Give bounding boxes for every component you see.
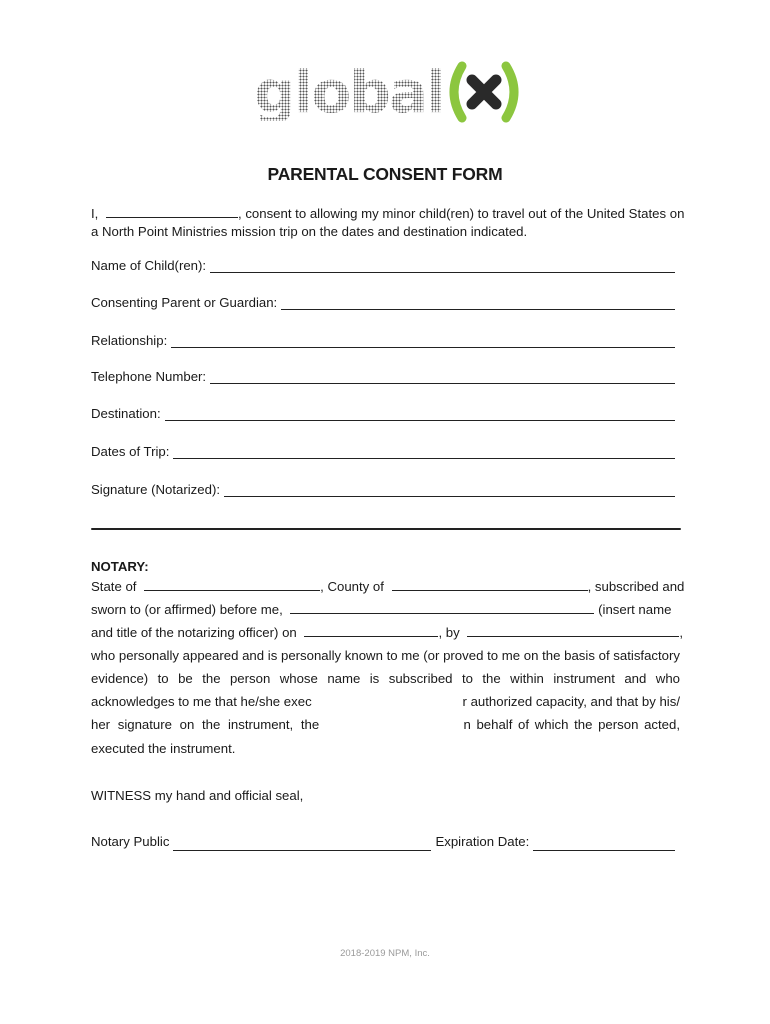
section-divider	[91, 528, 681, 530]
guardian-label: Consenting Parent or Guardian:	[91, 295, 278, 310]
telephone-line[interactable]	[210, 369, 675, 384]
form-title: PARENTAL CONSENT FORM	[267, 164, 503, 184]
county-label: , County of	[320, 579, 384, 594]
child-name-label: Name of Child(ren):	[91, 258, 207, 273]
parent-name-blank[interactable]	[106, 204, 238, 218]
notary-line-3	[91, 623, 684, 642]
expiration-label: Expiration Date:	[435, 834, 530, 849]
officer-name-blank[interactable]	[290, 600, 594, 614]
copyright-footer: 2018-2019 NPM, Inc.	[340, 948, 430, 959]
trip-dates-line[interactable]	[173, 444, 675, 459]
logo-wordmark: global	[254, 58, 444, 126]
sworn-text: sworn to (or affirmed) before me,	[91, 602, 283, 617]
destination-label: Destination:	[91, 406, 161, 421]
trip-dates-field[interactable]	[91, 444, 675, 459]
notary-line-6-right: r authorized capacity, and that by his/	[462, 694, 680, 709]
x-bracket-icon	[448, 60, 520, 124]
signature-field[interactable]	[91, 482, 675, 497]
notary-line-7-left: her signature on the instrument, the	[91, 717, 320, 732]
intro-text-line-2: a North Point Ministries mission trip on the dates and destination indicated.	[91, 224, 528, 239]
destination-line[interactable]	[165, 406, 675, 421]
notary-public-line[interactable]	[173, 837, 431, 851]
notary-line-5: evidence) to be the person whose name is subscribed to the within instrument and who	[91, 671, 680, 686]
trip-dates-label: Dates of Trip:	[91, 444, 170, 459]
relationship-label: Relationship:	[91, 333, 168, 348]
notary-line-1	[91, 577, 685, 596]
state-blank[interactable]	[144, 577, 320, 591]
state-label: State of	[91, 579, 137, 594]
notary-line-2	[91, 600, 680, 619]
expiration-line[interactable]	[533, 837, 675, 851]
insert-name-text: (insert name	[598, 602, 672, 617]
notary-line-7-right: n behalf of which the person acted,	[463, 717, 680, 732]
by-text: , by	[438, 625, 460, 640]
notary-line-6-left: acknowledges to me that he/she exec	[91, 694, 312, 709]
notary-line-4: who personally appeared and is personally known to me (or proved to me on the basis of satisfactory	[91, 648, 680, 663]
notary-signature-row	[91, 833, 675, 851]
signer-name-blank[interactable]	[467, 623, 679, 637]
global-x-logo	[254, 56, 520, 128]
witness-text: WITNESS my hand and official seal,	[91, 788, 304, 803]
county-blank[interactable]	[392, 577, 588, 591]
signature-label: Signature (Notarized):	[91, 482, 221, 497]
telephone-label: Telephone Number:	[91, 369, 207, 384]
notary-line-8: executed the instrument.	[91, 741, 236, 756]
notary-date-blank[interactable]	[304, 623, 438, 637]
guardian-field[interactable]	[91, 295, 675, 310]
signature-line[interactable]	[224, 482, 675, 497]
intro-paragraph	[91, 204, 685, 241]
destination-field[interactable]	[91, 406, 675, 421]
subscribed-text: , subscribed and	[587, 579, 685, 594]
notary-heading: NOTARY:	[91, 559, 149, 574]
guardian-line[interactable]	[281, 295, 675, 310]
intro-text-consent: , consent to allowing my minor child(ren) to travel out of the United States on	[238, 206, 685, 221]
officer-title-text: and title of the notarizing officer) on	[91, 625, 297, 640]
comma-text: ,	[679, 625, 684, 640]
relationship-field[interactable]	[91, 333, 675, 348]
telephone-field[interactable]	[91, 369, 675, 384]
notary-line-7	[91, 716, 680, 734]
child-name-field[interactable]	[91, 258, 675, 273]
notary-line-6	[91, 693, 680, 711]
relationship-line[interactable]	[171, 333, 675, 348]
child-name-line[interactable]	[210, 258, 675, 273]
notary-public-label: Notary Public	[91, 834, 170, 849]
intro-text-start: I,	[91, 206, 99, 221]
